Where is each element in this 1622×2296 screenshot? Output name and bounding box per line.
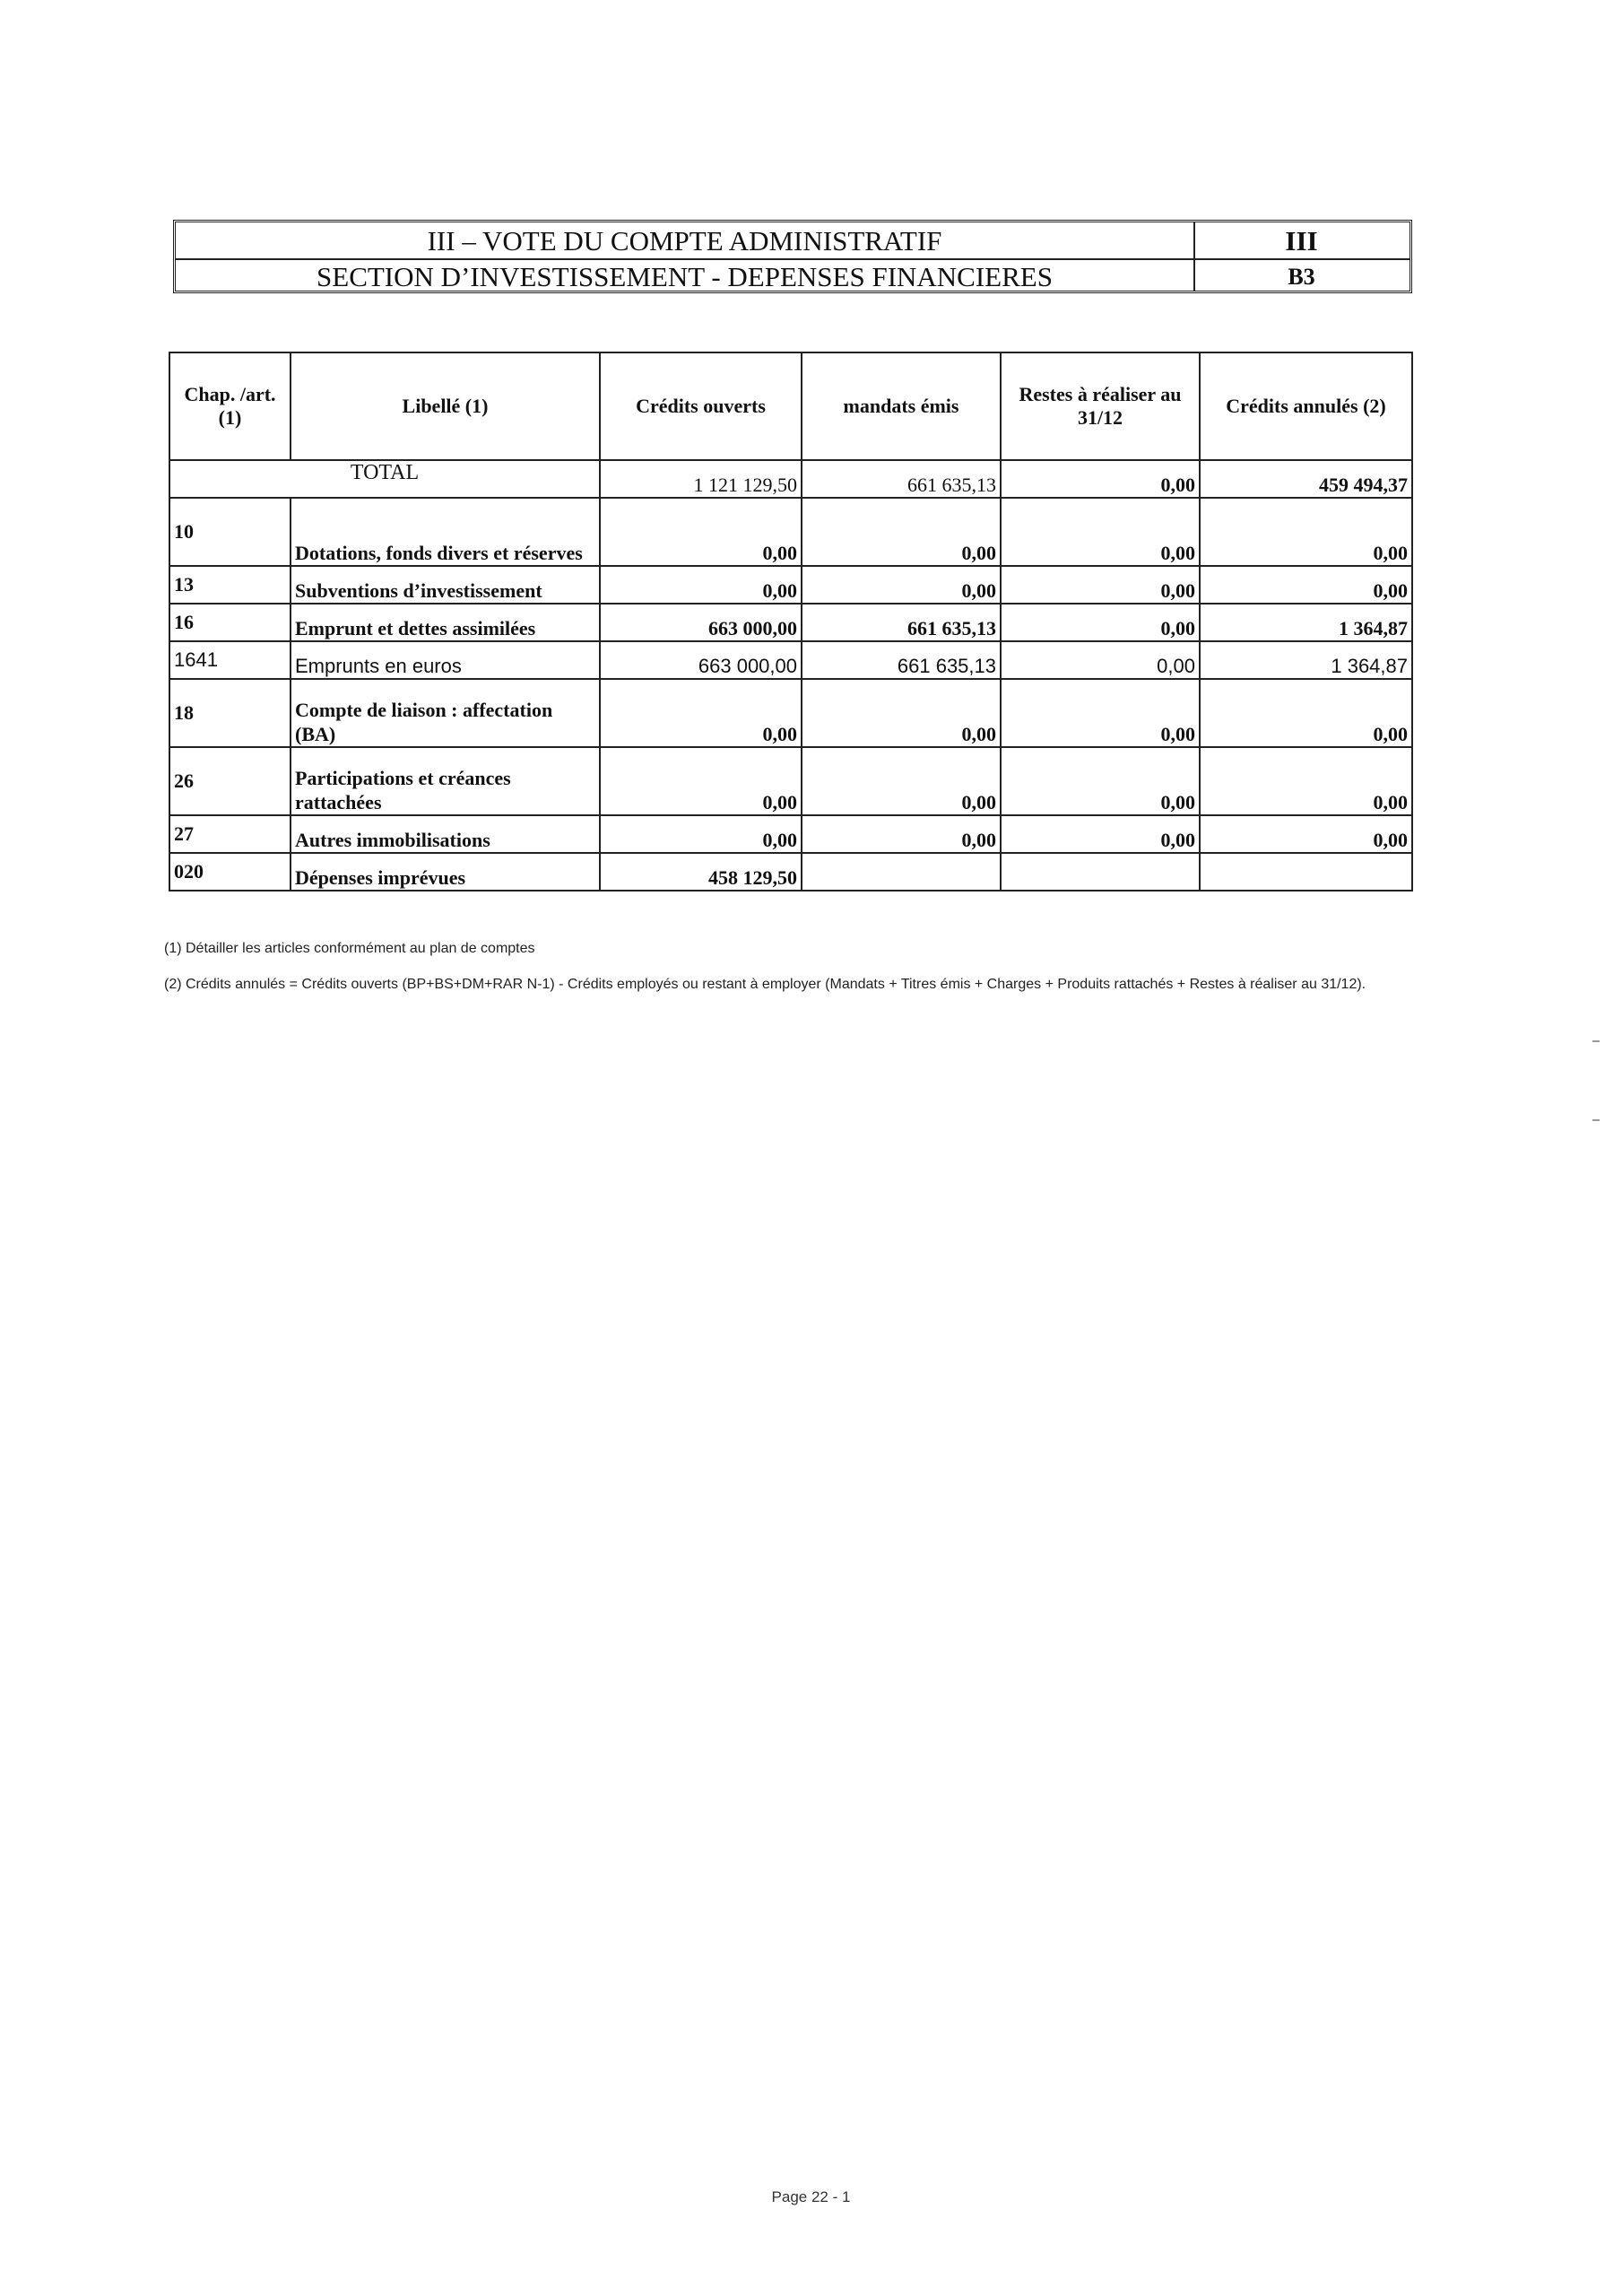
row-code: 13 (169, 566, 291, 604)
row-code: 10 (169, 498, 291, 566)
footnotes (164, 938, 1419, 1010)
row-restes (1001, 853, 1200, 891)
row-mandats-emis: 0,00 (802, 679, 1001, 747)
table-row (169, 747, 1412, 815)
header-ref-bottom: B3 (1193, 258, 1409, 294)
row-label: Participations et créances rattachées (291, 747, 600, 815)
row-code: 26 (169, 747, 291, 815)
row-credits-annules: 1 364,87 (1200, 641, 1412, 679)
total-credits-ouverts: 1 121 129,50 (600, 460, 802, 498)
table-row (169, 641, 1412, 679)
row-label: Emprunt et dettes assimilées (291, 604, 600, 641)
row-mandats-emis: 661 635,13 (802, 641, 1001, 679)
depenses-table (169, 352, 1413, 891)
table-row (169, 604, 1412, 641)
row-label: Autres immobilisations (291, 815, 600, 853)
row-credits-annules (1200, 853, 1412, 891)
row-credits-ouverts: 0,00 (600, 498, 802, 566)
row-restes: 0,00 (1001, 604, 1200, 641)
row-restes: 0,00 (1001, 679, 1200, 747)
document-header (173, 220, 1412, 293)
row-credits-ouverts: 0,00 (600, 679, 802, 747)
table-row (169, 853, 1412, 891)
row-credits-annules: 0,00 (1200, 815, 1412, 853)
row-code: 020 (169, 853, 291, 891)
row-credits-annules: 0,00 (1200, 747, 1412, 815)
row-credits-annules: 0,00 (1200, 498, 1412, 566)
row-credits-annules: 1 364,87 (1200, 604, 1412, 641)
row-restes: 0,00 (1001, 566, 1200, 604)
row-label: Compte de liaison : affectation (BA) (291, 679, 600, 747)
row-restes: 0,00 (1001, 747, 1200, 815)
row-mandats-emis: 0,00 (802, 566, 1001, 604)
total-restes: 0,00 (1001, 460, 1200, 498)
row-label: Emprunts en euros (291, 641, 600, 679)
row-restes: 0,00 (1001, 815, 1200, 853)
table-row (169, 498, 1412, 566)
row-mandats-emis: 0,00 (802, 498, 1001, 566)
row-mandats-emis (802, 853, 1001, 891)
col-header-mandats-emis: mandats émis (802, 352, 1001, 460)
row-code: 18 (169, 679, 291, 747)
table-row (169, 815, 1412, 853)
row-credits-ouverts: 458 129,50 (600, 853, 802, 891)
footnote-1: (1) Détailler les articles conformément au plan de comptes (164, 941, 535, 956)
footnote-2: (2) Crédits annulés = Crédits ouverts (BP+BS+DM+RAR N-1) - Crédits employés ou restant à employer (Mandats + Titres émis + Charges + Produits rattachés + Restes à réaliser au 31/12). (164, 977, 1366, 992)
header-ref-top: III (1285, 225, 1318, 257)
row-mandats-emis: 0,00 (802, 747, 1001, 815)
row-mandats-emis: 661 635,13 (802, 604, 1001, 641)
header-reference-block (1193, 222, 1409, 291)
col-header-credits-ouverts: Crédits ouverts (600, 352, 802, 460)
col-header-chap: Chap. /art. (1) (169, 352, 291, 460)
row-credits-ouverts: 0,00 (600, 815, 802, 853)
scan-mark (1592, 1040, 1600, 1042)
header-title: III – VOTE DU COMPTE ADMINISTRATIF (427, 225, 942, 257)
total-credits-annules: 459 494,37 (1200, 460, 1412, 498)
col-header-credits-annules: Crédits annulés (2) (1200, 352, 1412, 460)
row-code: 16 (169, 604, 291, 641)
row-code: 1641 (169, 641, 291, 679)
row-credits-annules: 0,00 (1200, 566, 1412, 604)
table-row (169, 679, 1412, 747)
row-credits-ouverts: 0,00 (600, 566, 802, 604)
row-label: Subventions d’investissement (291, 566, 600, 604)
header-subtitle: SECTION D’INVESTISSEMENT - DEPENSES FINANCIERES (176, 258, 1193, 294)
row-mandats-emis: 0,00 (802, 815, 1001, 853)
total-row (169, 460, 1412, 498)
row-credits-annules: 0,00 (1200, 679, 1412, 747)
row-credits-ouverts: 663 000,00 (600, 604, 802, 641)
total-label: TOTAL (169, 460, 600, 498)
table-row (169, 566, 1412, 604)
col-header-restes: Restes à réaliser au 31/12 (1001, 352, 1200, 460)
row-credits-ouverts: 663 000,00 (600, 641, 802, 679)
total-mandats-emis: 661 635,13 (802, 460, 1001, 498)
header-title-block (176, 222, 1195, 291)
page-number: Page 22 - 1 (771, 2188, 851, 2205)
row-restes: 0,00 (1001, 498, 1200, 566)
col-header-libelle: Libellé (1) (291, 352, 600, 460)
scan-mark (1592, 1119, 1600, 1121)
table-header-row (169, 352, 1412, 460)
row-credits-ouverts: 0,00 (600, 747, 802, 815)
row-label: Dépenses imprévues (291, 853, 600, 891)
row-label: Dotations, fonds divers et réserves (291, 498, 600, 566)
row-restes: 0,00 (1001, 641, 1200, 679)
row-code: 27 (169, 815, 291, 853)
